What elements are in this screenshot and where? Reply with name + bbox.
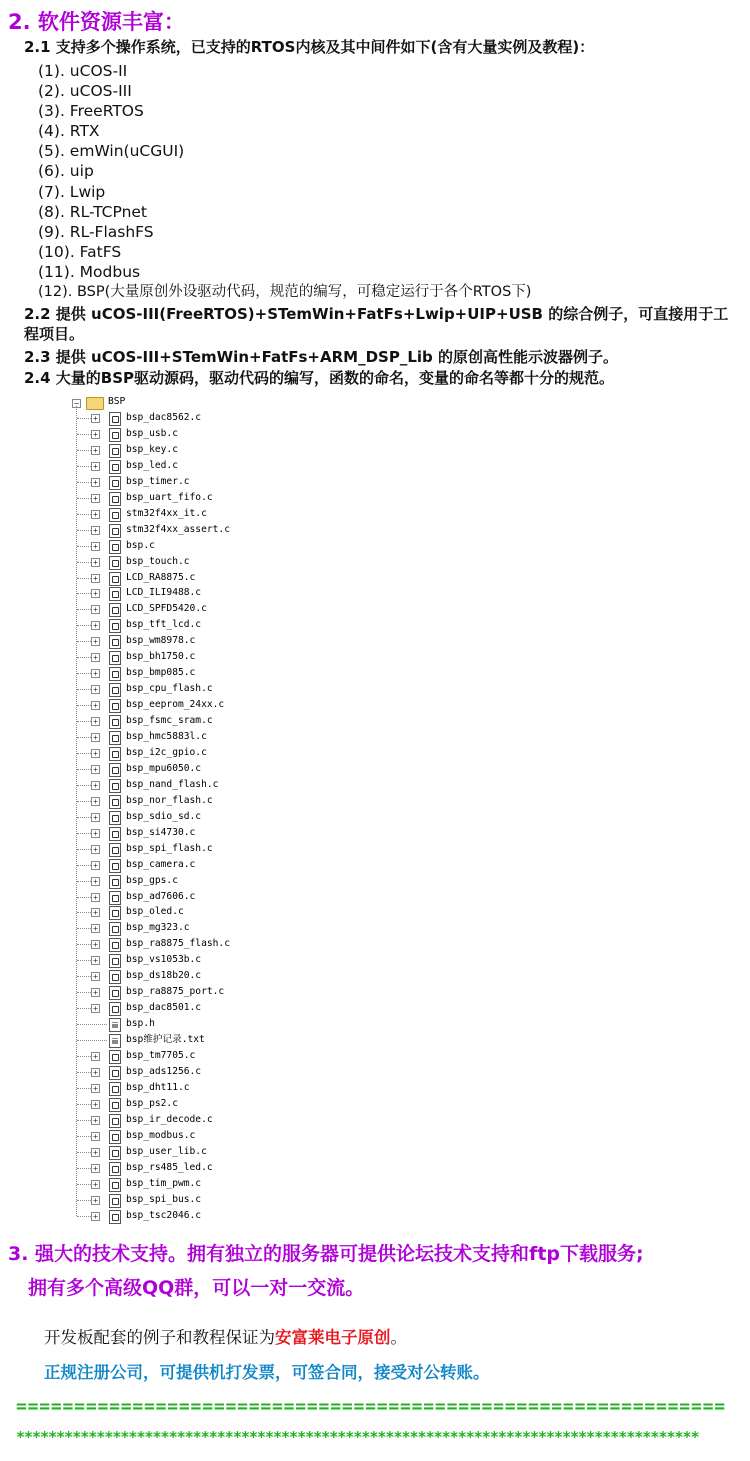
tree-file-item[interactable]: bsp_tsc2046.c — [126, 1209, 202, 1221]
tree-branch-line — [77, 466, 91, 467]
expand-icon[interactable]: + — [91, 605, 100, 614]
source-file-icon — [109, 1066, 121, 1080]
tree-file-item[interactable]: stm32f4xx_assert.c — [126, 523, 230, 535]
tree-branch-line — [77, 450, 91, 451]
expand-icon[interactable]: + — [91, 813, 100, 822]
source-file-icon — [109, 603, 121, 617]
expand-icon[interactable]: + — [91, 478, 100, 487]
expand-icon[interactable]: + — [91, 1052, 100, 1061]
tree-branch-line — [77, 753, 91, 754]
expand-icon[interactable]: + — [91, 829, 100, 838]
company-info-text: 正规注册公司，可提供机打发票，可签合同，接受对公转账。 — [44, 1363, 490, 1382]
tree-branch-line — [77, 1056, 91, 1057]
source-file-icon — [109, 556, 121, 570]
source-file-icon — [109, 795, 121, 809]
source-file-icon — [109, 651, 121, 665]
expand-icon[interactable]: + — [91, 1068, 100, 1077]
tree-file-item[interactable]: bsp_fsmc_sram.c — [126, 715, 213, 727]
tree-branch-line — [77, 992, 91, 993]
text-file-icon — [109, 1018, 121, 1032]
expand-icon[interactable]: + — [91, 940, 100, 949]
section-2-4-heading: 2.4 大量的BSP驱动源码，驱动代码的编写，函数的命名，变量的命名等都十分的规范。 — [24, 369, 615, 387]
tree-branch-line — [77, 785, 91, 786]
expand-icon[interactable]: + — [91, 1004, 100, 1013]
tree-branch-line — [77, 1008, 91, 1009]
expand-icon[interactable]: + — [91, 749, 100, 758]
tree-branch-line — [77, 1184, 91, 1185]
expand-icon[interactable]: + — [91, 1084, 100, 1093]
tree-file-item[interactable]: bsp_bmp085.c — [126, 667, 196, 679]
expand-icon[interactable]: + — [91, 877, 100, 886]
tree-file-item[interactable]: bsp_nand_flash.c — [126, 778, 219, 790]
list-item: (8). RL-TCPnet — [38, 202, 148, 221]
tree-branch-line — [77, 912, 91, 913]
tree-file-item[interactable]: bsp_ps2.c — [126, 1097, 178, 1109]
tree-branch-line — [77, 514, 91, 515]
source-file-icon — [109, 412, 121, 426]
expand-icon[interactable]: + — [91, 446, 100, 455]
source-file-icon — [109, 763, 121, 777]
source-file-icon — [109, 1098, 121, 1112]
source-file-icon — [109, 986, 121, 1000]
tree-file-item[interactable]: bsp_ad7606.c — [126, 890, 196, 902]
collapse-icon[interactable]: − — [72, 399, 81, 408]
source-file-icon — [109, 954, 121, 968]
tree-branch-line — [77, 609, 91, 610]
tree-file-item[interactable]: bsp_mg323.c — [126, 922, 190, 934]
tree-file-item[interactable]: bsp_key.c — [126, 443, 178, 455]
tree-file-item[interactable]: bsp_hmc5883l.c — [126, 731, 207, 742]
tree-file-item[interactable]: bsp_gps.c — [126, 874, 178, 886]
source-file-icon — [109, 1178, 121, 1192]
expand-icon[interactable]: + — [91, 1148, 100, 1157]
expand-icon[interactable]: + — [91, 893, 100, 902]
source-file-icon — [109, 635, 121, 649]
tree-branch-line — [77, 689, 91, 690]
source-file-icon — [109, 619, 121, 633]
tree-branch-line — [77, 944, 91, 945]
expand-icon[interactable]: + — [91, 510, 100, 519]
source-file-icon — [109, 572, 121, 586]
expand-icon[interactable]: + — [91, 797, 100, 806]
source-file-icon — [109, 779, 121, 793]
tree-file-item[interactable]: stm32f4xx_it.c — [126, 507, 207, 519]
tree-file-item[interactable]: bsp_cpu_flash.c — [126, 683, 213, 695]
section-2-2-heading: 2.2 提供 uCOS-III(FreeRTOS)+STemWin+FatFs+Lwip+UIP+USB 的综合例子，可直接用于工程项目。 — [24, 305, 729, 343]
tree-file-item[interactable]: bsp_ir_decode.c — [126, 1113, 213, 1125]
list-item: (11). Modbus — [38, 262, 141, 281]
brand-highlight: 安富莱电子原创 — [275, 1328, 391, 1347]
list-item: (10). FatFS — [38, 242, 122, 261]
guarantee-prefix: 开发板配套的例子和教程保证为 — [44, 1328, 275, 1347]
expand-icon[interactable]: + — [91, 430, 100, 439]
tree-file-item[interactable]: bsp_led.c — [126, 459, 178, 471]
list-item: (3). FreeRTOS — [38, 102, 144, 121]
section-3-title: 3. 强大的技术支持。拥有独立的服务器可提供论坛技术支持和ftp下载服务; — [8, 1243, 644, 1265]
expand-icon[interactable]: + — [91, 1164, 100, 1173]
expand-icon[interactable]: + — [91, 414, 100, 423]
expand-icon[interactable]: + — [91, 1212, 100, 1221]
tree-branch-line — [77, 1040, 107, 1041]
section-2-title: 2. 软件资源丰富： — [8, 10, 185, 34]
source-file-icon — [109, 922, 121, 936]
expand-icon[interactable]: + — [91, 621, 100, 630]
tree-branch-line — [77, 530, 91, 531]
source-file-icon — [109, 906, 121, 920]
tree-file-item[interactable]: bsp_ds18b20.c — [126, 970, 202, 982]
source-file-icon — [109, 1050, 121, 1064]
source-file-icon — [109, 476, 121, 490]
equals-divider: ============================================================= — [16, 1396, 726, 1417]
tree-branch-line — [77, 546, 91, 547]
list-item: (9). RL-FlashFS — [38, 222, 154, 241]
tree-branch-line — [77, 1168, 91, 1169]
list-item: (1). uCOS-II — [38, 62, 128, 80]
expand-icon[interactable]: + — [91, 685, 100, 694]
source-file-icon — [109, 460, 121, 474]
tree-branch-line — [77, 801, 91, 802]
source-file-icon — [109, 1162, 121, 1176]
tree-file-item[interactable]: bsp_tm7705.c — [126, 1050, 196, 1061]
guarantee-suffix: 。 — [390, 1328, 407, 1347]
tree-branch-line — [77, 1024, 107, 1025]
list-item: (7). Lwip — [38, 182, 106, 201]
tree-branch-line — [77, 1200, 91, 1201]
tree-branch-line — [77, 498, 91, 499]
source-file-icon — [109, 938, 121, 952]
tree-branch-line — [77, 482, 91, 483]
expand-icon[interactable]: + — [91, 988, 100, 997]
tree-file-item[interactable]: bsp_ra8875_port.c — [126, 986, 225, 998]
tree-file-item[interactable]: bsp_ads1256.c — [126, 1065, 202, 1077]
tree-file-item[interactable]: bsp_spi_bus.c — [126, 1193, 202, 1205]
tree-branch-line — [77, 1216, 91, 1217]
tree-branch-line — [77, 657, 91, 658]
source-file-icon — [109, 859, 121, 873]
source-file-icon — [109, 428, 121, 442]
tree-branch-line — [77, 562, 91, 563]
section-2-1-heading: 2.1 支持多个操作系统，已支持的RTOS内核及其中间件如下(含有大量实例及教程)： — [24, 38, 595, 56]
expand-icon[interactable]: + — [91, 733, 100, 742]
tree-file-item[interactable]: LCD_SPFD5420.c — [126, 603, 207, 615]
tree-file-item[interactable]: bsp_wm8978.c — [126, 635, 196, 647]
tree-guide-line — [76, 406, 77, 1216]
section-3-subtitle: 拥有多个高级QQ群，可以一对一交流。 — [28, 1277, 365, 1299]
tree-file-item[interactable]: LCD_ILI9488.c — [126, 587, 202, 599]
tree-file-item[interactable]: bsp_tim_pwm.c — [126, 1177, 202, 1189]
tree-branch-line — [77, 1104, 91, 1105]
tree-branch-line — [77, 578, 91, 579]
tree-branch-line — [77, 673, 91, 674]
tree-root-label[interactable]: BSP — [108, 396, 126, 407]
expand-icon[interactable]: + — [91, 1132, 100, 1141]
tree-branch-line — [77, 769, 91, 770]
source-file-icon — [109, 1194, 121, 1208]
list-item: (6). uip — [38, 162, 94, 181]
tree-file-item[interactable]: bsp_modbus.c — [126, 1129, 196, 1141]
tree-file-item[interactable]: bsp_dht11.c — [126, 1081, 190, 1093]
bsp-file-tree — [72, 394, 372, 1226]
tree-branch-line — [77, 1072, 91, 1073]
tree-file-item[interactable]: bsp_user_lib.c — [126, 1145, 207, 1157]
tree-branch-line — [77, 960, 91, 961]
source-file-icon — [109, 731, 121, 745]
tree-branch-line — [77, 928, 91, 929]
source-file-icon — [109, 747, 121, 761]
tree-file-item[interactable]: bsp_i2c_gpio.c — [126, 746, 207, 758]
source-file-icon — [109, 524, 121, 538]
tree-branch-line — [77, 976, 91, 977]
tree-file-item[interactable]: bsp_uart_fifo.c — [126, 491, 213, 503]
expand-icon[interactable]: + — [91, 669, 100, 678]
stars-divider: ************************************************************************************* — [16, 1428, 699, 1446]
source-file-icon — [109, 540, 121, 554]
tree-branch-line — [77, 817, 91, 818]
list-item: (4). RTX — [38, 122, 100, 141]
source-file-icon — [109, 1210, 121, 1224]
tree-branch-line — [77, 418, 91, 419]
tree-branch-line — [77, 625, 91, 626]
expand-icon[interactable]: + — [91, 908, 100, 917]
source-file-icon — [109, 1002, 121, 1016]
tree-file-item[interactable]: bsp.h — [126, 1018, 155, 1030]
tree-branch-line — [77, 1120, 91, 1121]
source-file-icon — [109, 508, 121, 522]
source-file-icon — [109, 1130, 121, 1144]
expand-icon[interactable]: + — [91, 924, 100, 933]
source-file-icon — [109, 875, 121, 889]
list-item: (2). uCOS-III — [38, 82, 132, 101]
expand-icon[interactable]: + — [91, 462, 100, 471]
tree-file-item[interactable]: bsp_bh1750.c — [126, 651, 196, 663]
original-guarantee-text — [44, 1324, 407, 1348]
tree-branch-line — [77, 865, 91, 866]
tree-branch-line — [77, 897, 91, 898]
expand-icon[interactable]: + — [91, 765, 100, 774]
tree-branch-line — [77, 705, 91, 706]
source-file-icon — [109, 699, 121, 713]
tree-file-item[interactable]: bsp_si4730.c — [126, 826, 196, 838]
source-file-icon — [109, 1082, 121, 1096]
tree-branch-line — [77, 641, 91, 642]
source-file-icon — [109, 492, 121, 506]
expand-icon[interactable]: + — [91, 1180, 100, 1189]
tree-branch-line — [77, 881, 91, 882]
tree-branch-line — [77, 849, 91, 850]
expand-icon[interactable]: + — [91, 574, 100, 583]
expand-icon[interactable]: + — [91, 972, 100, 981]
tree-branch-line — [77, 434, 91, 435]
expand-icon[interactable]: + — [91, 526, 100, 535]
tree-branch-line — [77, 1152, 91, 1153]
expand-icon[interactable]: + — [91, 637, 100, 646]
tree-file-item[interactable]: bsp_camera.c — [126, 858, 196, 870]
tree-file-item[interactable]: bsp_dac8562.c — [126, 412, 202, 423]
tree-branch-line — [77, 1088, 91, 1089]
tree-file-item[interactable]: bsp_sdio_sd.c — [126, 810, 202, 822]
tree-file-item[interactable]: bsp_eeprom_24xx.c — [126, 699, 225, 711]
expand-icon[interactable]: + — [91, 1196, 100, 1205]
source-file-icon — [109, 715, 121, 729]
source-file-icon — [109, 891, 121, 905]
tree-branch-line — [77, 1136, 91, 1137]
source-file-icon — [109, 587, 121, 601]
rtos-list — [38, 61, 531, 302]
expand-icon[interactable]: + — [91, 494, 100, 503]
tree-branch-line — [77, 721, 91, 722]
tree-file-item[interactable]: bsp_usb.c — [126, 427, 178, 439]
expand-icon[interactable]: + — [91, 717, 100, 726]
tree-file-item[interactable]: bsp_spi_flash.c — [126, 842, 213, 854]
tree-file-item[interactable]: bsp维护记录.txt — [126, 1034, 205, 1046]
tree-file-item[interactable]: bsp_oled.c — [126, 906, 184, 918]
tree-file-item[interactable]: bsp_dac8501.c — [126, 1002, 202, 1014]
source-file-icon — [109, 1114, 121, 1128]
tree-file-item[interactable]: bsp_nor_flash.c — [126, 794, 213, 806]
source-file-icon — [109, 827, 121, 841]
source-file-icon — [109, 811, 121, 825]
tree-file-item[interactable]: bsp_rs485_led.c — [126, 1161, 213, 1173]
expand-icon[interactable]: + — [91, 558, 100, 567]
tree-file-item[interactable]: bsp_timer.c — [126, 475, 190, 487]
expand-icon[interactable]: + — [91, 653, 100, 662]
tree-branch-line — [77, 737, 91, 738]
tree-file-item[interactable]: bsp.c — [126, 539, 155, 551]
tree-branch-line — [77, 593, 91, 594]
source-file-icon — [109, 1146, 121, 1160]
list-item: (12). BSP(大量原创外设驱动代码，规范的编写，可稳定运行于各个RTOS下) — [38, 284, 532, 301]
text-file-icon — [109, 1034, 121, 1048]
expand-icon[interactable]: + — [91, 861, 100, 870]
folder-open-icon — [86, 397, 104, 410]
source-file-icon — [109, 683, 121, 697]
source-file-icon — [109, 667, 121, 681]
expand-icon[interactable]: + — [91, 956, 100, 965]
expand-icon[interactable]: + — [91, 1116, 100, 1125]
expand-icon[interactable]: + — [91, 781, 100, 790]
expand-icon[interactable]: + — [91, 589, 100, 598]
expand-icon[interactable]: + — [91, 701, 100, 710]
source-file-icon — [109, 843, 121, 857]
tree-file-item[interactable]: LCD_RA8875.c — [126, 571, 196, 583]
source-file-icon — [109, 970, 121, 984]
tree-file-item[interactable]: bsp_touch.c — [126, 555, 190, 567]
tree-file-item[interactable]: bsp_tft_lcd.c — [126, 619, 202, 631]
tree-file-item[interactable]: bsp_vs1053b.c — [126, 954, 202, 966]
tree-file-item[interactable]: bsp_mpu6050.c — [126, 762, 202, 774]
expand-icon[interactable]: + — [91, 542, 100, 551]
expand-icon[interactable]: + — [91, 845, 100, 854]
tree-branch-line — [77, 833, 91, 834]
tree-file-item[interactable]: bsp_ra8875_flash.c — [126, 938, 230, 950]
section-2-3-heading: 2.3 提供 uCOS-III+STemWin+FatFs+ARM_DSP_Lib 的原创高性能示波器例子。 — [24, 348, 618, 366]
expand-icon[interactable]: + — [91, 1100, 100, 1109]
list-item: (5). emWin(uCGUI) — [38, 142, 185, 161]
source-file-icon — [109, 444, 121, 458]
